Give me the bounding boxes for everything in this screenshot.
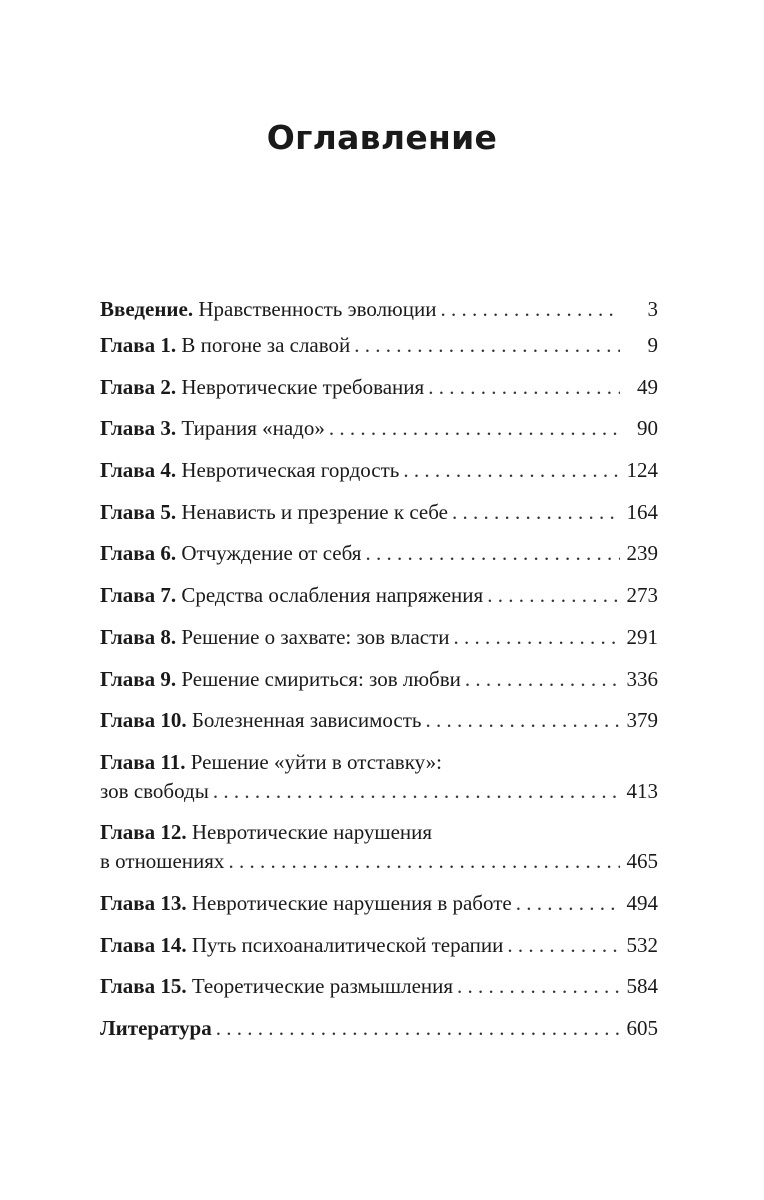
dot-leader	[213, 774, 620, 808]
toc-entry-label: Глава 11.	[100, 749, 186, 774]
toc-page-number: 273	[626, 583, 658, 608]
toc-entry-chapter-6[interactable]	[100, 536, 658, 578]
toc-page-number: 605	[626, 1015, 658, 1040]
toc-entry-chapter-11[interactable]	[100, 745, 658, 816]
toc-entry-chapter-15[interactable]	[100, 969, 658, 1011]
toc-page-number: 90	[637, 416, 658, 441]
dot-leader	[216, 1011, 620, 1045]
toc-entry-label: Глава 7.	[100, 583, 177, 608]
toc-page-number: 379	[626, 708, 658, 733]
toc-entry-chapter-8[interactable]	[100, 620, 658, 662]
toc-entry-chapter-7[interactable]	[100, 578, 658, 620]
dot-leader	[452, 495, 620, 529]
toc-entry-label: Глава 9.	[100, 666, 177, 691]
toc-page-number: 584	[626, 974, 658, 999]
toc-entry-title: Решение «уйти в отставку»:	[190, 749, 442, 774]
toc-entry-chapter-9[interactable]	[100, 662, 658, 704]
toc-entry-chapter-12[interactable]	[100, 815, 658, 886]
toc-page-number: 413	[626, 778, 658, 803]
toc-entry-label: Глава 10.	[100, 708, 187, 733]
toc-entry-label: Глава 14.	[100, 932, 187, 957]
dot-leader	[465, 662, 620, 696]
toc-entry-label: Глава 8.	[100, 624, 177, 649]
toc-entry-title-continued: зов свободы	[100, 778, 209, 803]
toc-entry-references[interactable]	[100, 1011, 658, 1053]
dot-leader	[516, 886, 620, 920]
toc-entry-introduction[interactable]	[100, 292, 658, 328]
dot-leader	[403, 453, 620, 487]
toc-entry-title: В погоне за славой	[181, 333, 351, 357]
toc-entry-label: Глава 13.	[100, 890, 187, 915]
toc-page-number: 9	[647, 333, 658, 357]
toc-entry-title: Невротические требования	[181, 374, 425, 399]
toc-entry-chapter-2[interactable]	[100, 370, 658, 412]
toc-entry-label: Литература	[100, 1015, 212, 1040]
toc-entry-title: Нравственность эволюции	[198, 297, 437, 321]
table-of-contents	[100, 292, 658, 1053]
toc-entry-label: Глава 4.	[100, 458, 177, 483]
dot-leader	[457, 969, 620, 1003]
toc-entry-title: Ненависть и презрение к себе	[181, 499, 448, 524]
toc-entry-title: Решение о захвате: зов власти	[181, 624, 450, 649]
toc-page-number: 465	[626, 849, 658, 874]
toc-entry-chapter-13[interactable]	[100, 886, 658, 928]
toc-entry-title: Решение смириться: зов любви	[181, 666, 461, 691]
dot-leader	[354, 328, 620, 362]
toc-entry-label: Глава 6.	[100, 541, 177, 566]
toc-entry-label: Глава 2.	[100, 374, 177, 399]
dot-leader	[329, 411, 620, 445]
toc-entry-title: Средства ослабления напряжения	[181, 583, 484, 608]
toc-page-number: 239	[626, 541, 658, 566]
page-title: Оглавление	[266, 118, 498, 157]
toc-entry-chapter-5[interactable]	[100, 495, 658, 537]
toc-entry-title-continued: в отношениях	[100, 849, 225, 874]
toc-entry-title: Тирания «надо»	[181, 416, 325, 441]
dot-leader	[487, 578, 620, 612]
toc-entry-chapter-14[interactable]	[100, 928, 658, 970]
dot-leader	[428, 370, 620, 404]
toc-entry-label: Глава 1.	[100, 333, 177, 357]
toc-page-number: 124	[626, 458, 658, 483]
dot-leader	[440, 292, 620, 326]
toc-entry-label: Глава 3.	[100, 416, 177, 441]
toc-entry-title: Невротическая гордость	[181, 458, 400, 483]
toc-page-number: 291	[626, 624, 658, 649]
toc-entry-chapter-3[interactable]	[100, 411, 658, 453]
toc-page-number: 532	[626, 932, 658, 957]
dot-leader	[426, 703, 621, 737]
toc-page-number: 49	[637, 374, 658, 399]
dot-leader	[454, 620, 620, 654]
toc-entry-title: Болезненная зависимость	[191, 708, 422, 733]
toc-entry-label: Глава 15.	[100, 974, 187, 999]
toc-page-number: 3	[647, 297, 658, 321]
toc-entry-title: Путь психоаналитической терапии	[191, 932, 504, 957]
dot-leader	[228, 844, 620, 878]
toc-entry-title: Отчуждение от себя	[181, 541, 362, 566]
toc-page-number: 336	[626, 666, 658, 691]
toc-entry-chapter-10[interactable]	[100, 703, 658, 745]
toc-page-number: 494	[626, 890, 658, 915]
toc-entry-title: Теоретические размышления	[191, 974, 454, 999]
toc-entry-label: Введение.	[100, 297, 194, 321]
toc-entry-title: Невротические нарушения	[191, 820, 433, 845]
dot-leader	[507, 928, 620, 962]
toc-entry-chapter-4[interactable]	[100, 453, 658, 495]
dot-leader	[365, 536, 620, 570]
toc-entry-label: Глава 5.	[100, 499, 177, 524]
toc-entry-title: Невротические нарушения в работе	[191, 890, 512, 915]
toc-entry-chapter-1[interactable]	[100, 328, 658, 370]
toc-entry-label: Глава 12.	[100, 820, 187, 845]
toc-page-number: 164	[626, 499, 658, 524]
